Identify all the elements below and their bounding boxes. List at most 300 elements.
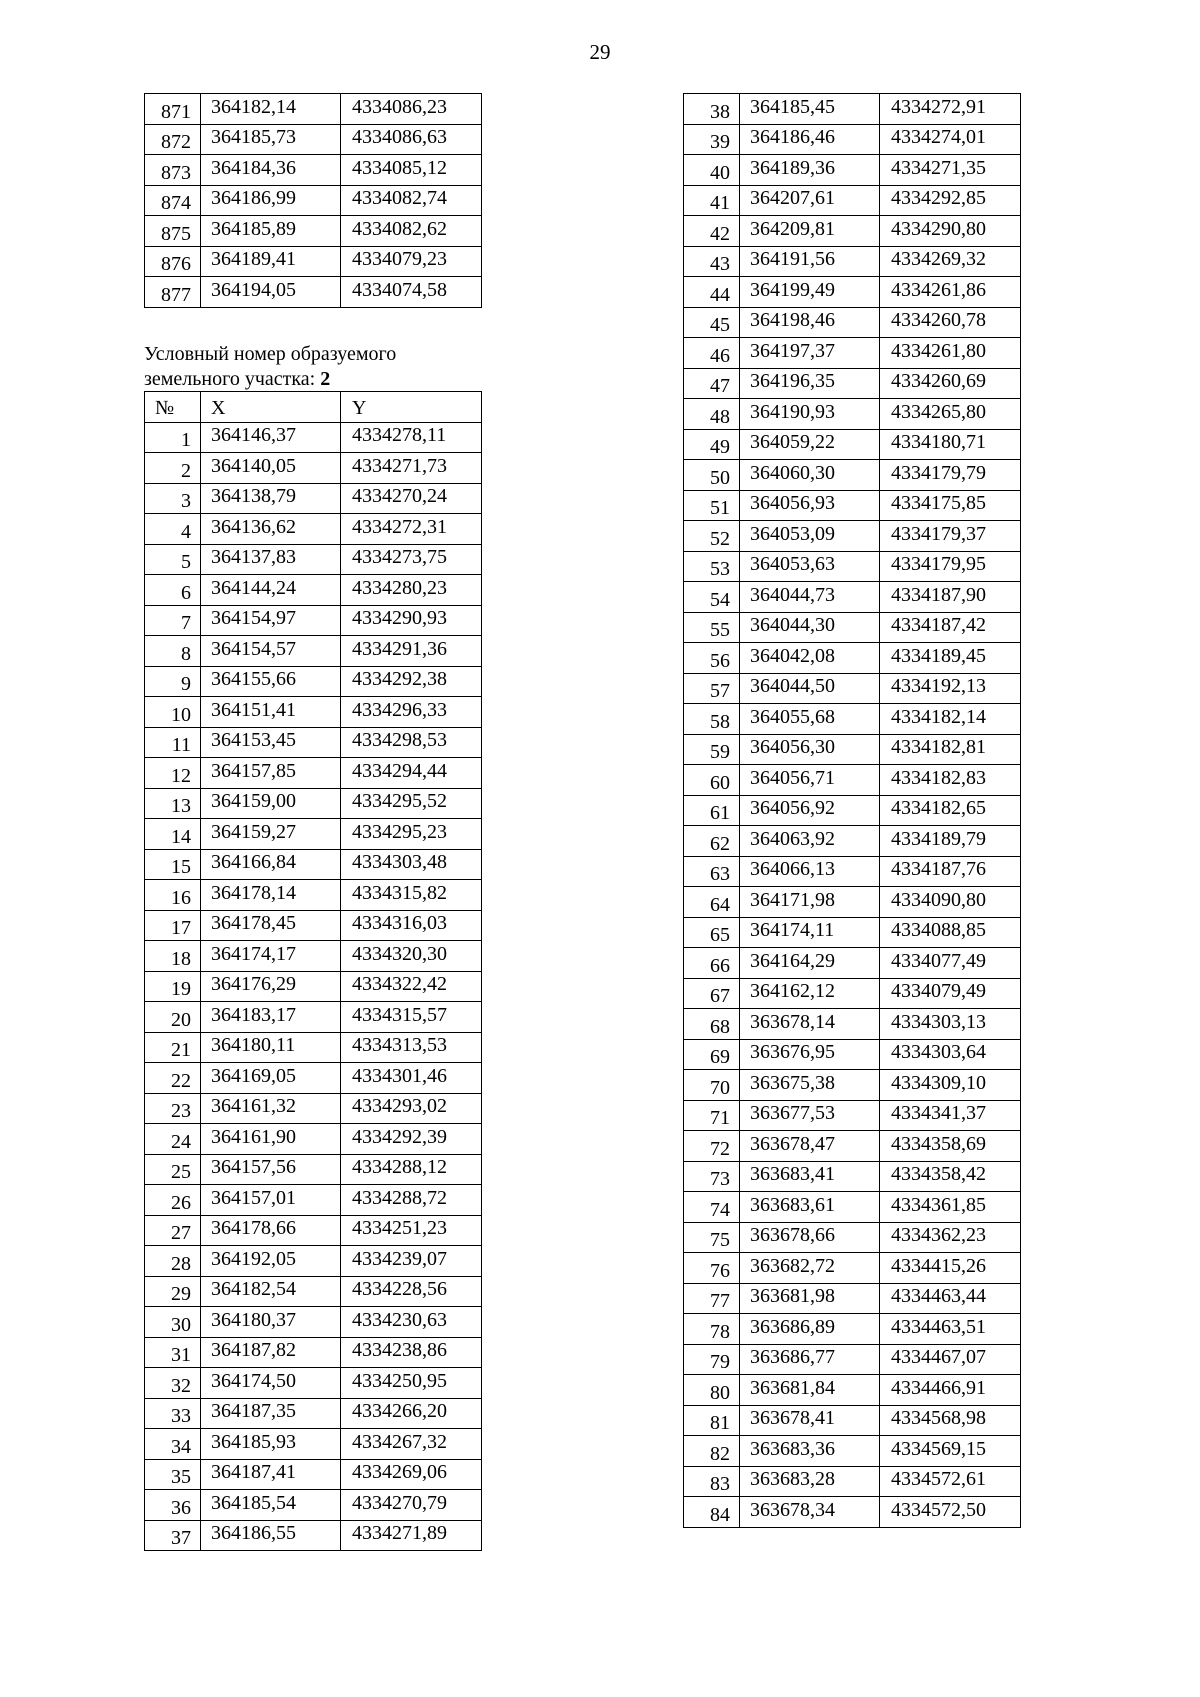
table-row xyxy=(145,788,482,819)
point-number: 32 xyxy=(145,1368,201,1399)
point-number: 68 xyxy=(684,1009,740,1040)
coord-x: 364178,66 xyxy=(201,1215,341,1246)
coord-x: 364053,63 xyxy=(740,551,880,582)
point-number: 8 xyxy=(145,636,201,667)
coord-x: 364157,56 xyxy=(201,1154,341,1185)
coord-y: 4334269,32 xyxy=(880,246,1021,277)
table-row xyxy=(684,734,1021,765)
table-row xyxy=(684,673,1021,704)
point-number: 58 xyxy=(684,704,740,735)
point-number: 64 xyxy=(684,887,740,918)
coord-x: 364187,82 xyxy=(201,1337,341,1368)
table-row xyxy=(145,1520,482,1551)
table-row xyxy=(684,1100,1021,1131)
point-number: 873 xyxy=(145,155,201,186)
table-row xyxy=(684,1253,1021,1284)
caption-line-1: Условный номер образуемого xyxy=(144,343,397,365)
coord-y: 4334309,10 xyxy=(880,1070,1021,1101)
point-number: 79 xyxy=(684,1344,740,1375)
coord-y: 4334250,95 xyxy=(341,1368,482,1399)
coord-x: 364169,05 xyxy=(201,1063,341,1094)
table-row xyxy=(145,1154,482,1185)
coord-y: 4334296,33 xyxy=(341,697,482,728)
coord-x: 363683,28 xyxy=(740,1466,880,1497)
table-row xyxy=(684,185,1021,216)
coord-y: 4334179,95 xyxy=(880,551,1021,582)
table-row xyxy=(684,948,1021,979)
coord-y: 4334085,12 xyxy=(341,155,482,186)
parcel-number: 2 xyxy=(320,368,331,390)
coord-y: 4334303,13 xyxy=(880,1009,1021,1040)
table-row xyxy=(684,429,1021,460)
coord-y: 4334077,49 xyxy=(880,948,1021,979)
table-row xyxy=(145,453,482,484)
coord-x: 364164,29 xyxy=(740,948,880,979)
coord-x: 363681,98 xyxy=(740,1283,880,1314)
coord-y: 4334239,07 xyxy=(341,1246,482,1277)
point-number: 74 xyxy=(684,1192,740,1223)
coord-x: 364185,54 xyxy=(201,1490,341,1521)
coord-y: 4334271,73 xyxy=(341,453,482,484)
coord-y: 4334341,37 xyxy=(880,1100,1021,1131)
coord-x: 364178,14 xyxy=(201,880,341,911)
coord-x: 363686,77 xyxy=(740,1344,880,1375)
coord-y: 4334270,79 xyxy=(341,1490,482,1521)
point-number: 37 xyxy=(145,1520,201,1551)
coord-y: 4334572,50 xyxy=(880,1497,1021,1528)
coord-y: 4334572,61 xyxy=(880,1466,1021,1497)
point-number: 19 xyxy=(145,971,201,1002)
table-row xyxy=(145,1063,482,1094)
coord-y: 4334180,71 xyxy=(880,429,1021,460)
table-row xyxy=(684,1375,1021,1406)
table-row xyxy=(684,1283,1021,1314)
table-row xyxy=(684,826,1021,857)
table-row xyxy=(145,1093,482,1124)
point-number: 35 xyxy=(145,1459,201,1490)
coord-x: 364178,45 xyxy=(201,910,341,941)
coord-x: 363678,66 xyxy=(740,1222,880,1253)
point-number: 42 xyxy=(684,216,740,247)
table-row xyxy=(684,521,1021,552)
coord-x: 364144,24 xyxy=(201,575,341,606)
coord-y: 4334082,62 xyxy=(341,216,482,247)
point-number: 29 xyxy=(145,1276,201,1307)
table-row xyxy=(145,216,482,247)
coord-x: 364056,30 xyxy=(740,734,880,765)
coord-x: 364207,61 xyxy=(740,185,880,216)
coord-x: 364185,93 xyxy=(201,1429,341,1460)
coord-x: 364162,12 xyxy=(740,978,880,1009)
point-number: 80 xyxy=(684,1375,740,1406)
point-number: 3 xyxy=(145,483,201,514)
coord-y: 4334189,45 xyxy=(880,643,1021,674)
table-row xyxy=(145,1337,482,1368)
table-row xyxy=(684,582,1021,613)
table-row xyxy=(684,216,1021,247)
coord-x: 364185,73 xyxy=(201,124,341,155)
coord-y: 4334182,65 xyxy=(880,795,1021,826)
coord-y: 4334273,75 xyxy=(341,544,482,575)
caption-line-2: земельного участка: xyxy=(144,368,321,390)
coord-y: 4334362,23 xyxy=(880,1222,1021,1253)
coord-y: 4334467,07 xyxy=(880,1344,1021,1375)
point-number: 13 xyxy=(145,788,201,819)
coord-x: 364187,35 xyxy=(201,1398,341,1429)
table-row xyxy=(684,1009,1021,1040)
point-number: 82 xyxy=(684,1436,740,1467)
table-row xyxy=(145,605,482,636)
point-number: 16 xyxy=(145,880,201,911)
coord-x: 364196,35 xyxy=(740,368,880,399)
point-number: 73 xyxy=(684,1161,740,1192)
coord-y: 4334313,53 xyxy=(341,1032,482,1063)
table-row xyxy=(684,795,1021,826)
point-number: 48 xyxy=(684,399,740,430)
table-row xyxy=(145,1185,482,1216)
point-number: 56 xyxy=(684,643,740,674)
parcel-caption xyxy=(144,342,484,392)
coord-y: 4334179,79 xyxy=(880,460,1021,491)
table-row xyxy=(684,155,1021,186)
coord-y: 4334267,32 xyxy=(341,1429,482,1460)
coord-y: 4334238,86 xyxy=(341,1337,482,1368)
coord-y: 4334269,06 xyxy=(341,1459,482,1490)
point-number: 33 xyxy=(145,1398,201,1429)
point-number: 50 xyxy=(684,460,740,491)
coord-y: 4334266,20 xyxy=(341,1398,482,1429)
table-row xyxy=(145,514,482,545)
table-row xyxy=(684,643,1021,674)
coord-y: 4334291,36 xyxy=(341,636,482,667)
coord-y: 4334298,53 xyxy=(341,727,482,758)
point-number: 60 xyxy=(684,765,740,796)
coord-x: 363683,41 xyxy=(740,1161,880,1192)
coord-y: 4334179,37 xyxy=(880,521,1021,552)
table-row xyxy=(145,910,482,941)
point-number: 15 xyxy=(145,849,201,880)
coord-y: 4334272,91 xyxy=(880,94,1021,125)
coord-x: 364171,98 xyxy=(740,887,880,918)
point-number: 9 xyxy=(145,666,201,697)
point-number: 65 xyxy=(684,917,740,948)
table-row xyxy=(145,1307,482,1338)
coord-x: 363678,41 xyxy=(740,1405,880,1436)
point-number: 83 xyxy=(684,1466,740,1497)
coord-x: 363683,36 xyxy=(740,1436,880,1467)
table-row xyxy=(684,765,1021,796)
coord-x: 363682,72 xyxy=(740,1253,880,1284)
table-row xyxy=(684,277,1021,308)
coord-y: 4334466,91 xyxy=(880,1375,1021,1406)
coordinates-table-continued xyxy=(144,93,482,308)
coord-y: 4334315,82 xyxy=(341,880,482,911)
coord-y: 4334295,52 xyxy=(341,788,482,819)
point-number: 70 xyxy=(684,1070,740,1101)
coord-x: 364190,93 xyxy=(740,399,880,430)
point-number: 84 xyxy=(684,1497,740,1528)
point-number: 25 xyxy=(145,1154,201,1185)
point-number: 51 xyxy=(684,490,740,521)
coord-x: 364157,01 xyxy=(201,1185,341,1216)
coord-y: 4334463,51 xyxy=(880,1314,1021,1345)
table-row xyxy=(145,758,482,789)
coord-y: 4334230,63 xyxy=(341,1307,482,1338)
table-row xyxy=(684,1222,1021,1253)
coord-x: 364189,36 xyxy=(740,155,880,186)
table-row xyxy=(684,1466,1021,1497)
coord-x: 364138,79 xyxy=(201,483,341,514)
coord-x: 364180,11 xyxy=(201,1032,341,1063)
point-number: 57 xyxy=(684,673,740,704)
table-row xyxy=(145,636,482,667)
coordinates-table-parcel-2-continued xyxy=(683,93,1021,1528)
coord-y: 4334320,30 xyxy=(341,941,482,972)
coord-y: 4334303,64 xyxy=(880,1039,1021,1070)
table-row xyxy=(145,697,482,728)
table-row xyxy=(684,246,1021,277)
coord-y: 4334189,79 xyxy=(880,826,1021,857)
table-row xyxy=(684,1314,1021,1345)
coord-x: 363676,95 xyxy=(740,1039,880,1070)
coord-y: 4334361,85 xyxy=(880,1192,1021,1223)
table-row xyxy=(684,94,1021,125)
coord-x: 363677,53 xyxy=(740,1100,880,1131)
coord-x: 364157,85 xyxy=(201,758,341,789)
point-number: 45 xyxy=(684,307,740,338)
coord-y: 4334316,03 xyxy=(341,910,482,941)
point-number: 81 xyxy=(684,1405,740,1436)
coord-y: 4334082,74 xyxy=(341,185,482,216)
point-number: 75 xyxy=(684,1222,740,1253)
coord-y: 4334463,44 xyxy=(880,1283,1021,1314)
point-number: 7 xyxy=(145,605,201,636)
coord-x: 364182,14 xyxy=(201,94,341,125)
coord-y: 4334288,12 xyxy=(341,1154,482,1185)
coord-x: 364194,05 xyxy=(201,277,341,308)
coord-x: 364180,37 xyxy=(201,1307,341,1338)
point-number: 872 xyxy=(145,124,201,155)
point-number: 876 xyxy=(145,246,201,277)
coord-x: 364066,13 xyxy=(740,856,880,887)
coord-y: 4334086,23 xyxy=(341,94,482,125)
coord-y: 4334272,31 xyxy=(341,514,482,545)
coord-y: 4334074,58 xyxy=(341,277,482,308)
coord-y: 4334290,80 xyxy=(880,216,1021,247)
coord-x: 364053,09 xyxy=(740,521,880,552)
coord-x: 364187,41 xyxy=(201,1459,341,1490)
point-number: 17 xyxy=(145,910,201,941)
point-number: 39 xyxy=(684,124,740,155)
table-row xyxy=(145,422,482,453)
table-row xyxy=(145,727,482,758)
coord-x: 364166,84 xyxy=(201,849,341,880)
table-row xyxy=(684,1192,1021,1223)
table-header-row xyxy=(145,392,482,423)
coord-x: 364159,00 xyxy=(201,788,341,819)
coord-x: 363678,47 xyxy=(740,1131,880,1162)
coord-x: 364056,92 xyxy=(740,795,880,826)
table-row xyxy=(684,856,1021,887)
coord-x: 364154,57 xyxy=(201,636,341,667)
table-row xyxy=(684,887,1021,918)
coord-y: 4334271,89 xyxy=(341,1520,482,1551)
coord-x: 364192,05 xyxy=(201,1246,341,1277)
table-row xyxy=(684,612,1021,643)
point-number: 61 xyxy=(684,795,740,826)
coord-y: 4334260,69 xyxy=(880,368,1021,399)
point-number: 52 xyxy=(684,521,740,552)
coord-x: 364185,89 xyxy=(201,216,341,247)
coord-y: 4334260,78 xyxy=(880,307,1021,338)
coord-x: 364042,08 xyxy=(740,643,880,674)
point-number: 871 xyxy=(145,94,201,125)
point-number: 24 xyxy=(145,1124,201,1155)
table-row xyxy=(145,277,482,308)
coord-x: 364151,41 xyxy=(201,697,341,728)
table-row xyxy=(684,338,1021,369)
coord-y: 4334261,86 xyxy=(880,277,1021,308)
point-number: 69 xyxy=(684,1039,740,1070)
table-row xyxy=(145,1215,482,1246)
point-number: 54 xyxy=(684,582,740,613)
coord-y: 4334358,69 xyxy=(880,1131,1021,1162)
point-number: 26 xyxy=(145,1185,201,1216)
coord-y: 4334271,35 xyxy=(880,155,1021,186)
point-number: 72 xyxy=(684,1131,740,1162)
point-number: 67 xyxy=(684,978,740,1009)
coord-y: 4334228,56 xyxy=(341,1276,482,1307)
table-row xyxy=(145,185,482,216)
coord-y: 4334569,15 xyxy=(880,1436,1021,1467)
table-row xyxy=(145,575,482,606)
point-number: 36 xyxy=(145,1490,201,1521)
coord-x: 364174,17 xyxy=(201,941,341,972)
coord-x: 364055,68 xyxy=(740,704,880,735)
point-number: 2 xyxy=(145,453,201,484)
table-row xyxy=(145,1032,482,1063)
coord-x: 364174,11 xyxy=(740,917,880,948)
coord-y: 4334182,81 xyxy=(880,734,1021,765)
coord-y: 4334182,14 xyxy=(880,704,1021,735)
coord-y: 4334288,72 xyxy=(341,1185,482,1216)
coord-x: 364154,97 xyxy=(201,605,341,636)
coord-x: 364161,32 xyxy=(201,1093,341,1124)
coord-y: 4334088,85 xyxy=(880,917,1021,948)
table-row xyxy=(684,1497,1021,1528)
table-row xyxy=(145,1002,482,1033)
table-row xyxy=(684,978,1021,1009)
coord-y: 4334303,48 xyxy=(341,849,482,880)
coord-x: 364174,50 xyxy=(201,1368,341,1399)
table-row xyxy=(145,971,482,1002)
coord-x: 364198,46 xyxy=(740,307,880,338)
point-number: 43 xyxy=(684,246,740,277)
coord-x: 364044,30 xyxy=(740,612,880,643)
coord-y: 4334315,57 xyxy=(341,1002,482,1033)
point-number: 874 xyxy=(145,185,201,216)
coord-x: 364197,37 xyxy=(740,338,880,369)
coord-x: 364186,46 xyxy=(740,124,880,155)
coord-y: 4334270,24 xyxy=(341,483,482,514)
point-number: 78 xyxy=(684,1314,740,1345)
point-number: 53 xyxy=(684,551,740,582)
table-row xyxy=(684,368,1021,399)
coord-y: 4334079,23 xyxy=(341,246,482,277)
coord-y: 4334301,46 xyxy=(341,1063,482,1094)
point-number: 38 xyxy=(684,94,740,125)
coord-y: 4334290,93 xyxy=(341,605,482,636)
coord-x: 364140,05 xyxy=(201,453,341,484)
table-row xyxy=(145,483,482,514)
table-row xyxy=(684,1039,1021,1070)
coord-y: 4334182,83 xyxy=(880,765,1021,796)
table-row xyxy=(684,1161,1021,1192)
point-number: 41 xyxy=(684,185,740,216)
point-number: 21 xyxy=(145,1032,201,1063)
point-number: 12 xyxy=(145,758,201,789)
page-number: 29 xyxy=(589,40,611,64)
point-number: 63 xyxy=(684,856,740,887)
point-number: 40 xyxy=(684,155,740,186)
table-row xyxy=(145,1124,482,1155)
point-number: 23 xyxy=(145,1093,201,1124)
table-row xyxy=(684,1344,1021,1375)
coord-x: 363678,34 xyxy=(740,1497,880,1528)
table-row xyxy=(684,490,1021,521)
coord-x: 364146,37 xyxy=(201,422,341,453)
coord-y: 4334090,80 xyxy=(880,887,1021,918)
table-row xyxy=(684,917,1021,948)
coord-y: 4334568,98 xyxy=(880,1405,1021,1436)
coord-x: 364176,29 xyxy=(201,971,341,1002)
coord-x: 364161,90 xyxy=(201,1124,341,1155)
point-number: 22 xyxy=(145,1063,201,1094)
coord-y: 4334295,23 xyxy=(341,819,482,850)
coord-y: 4334358,42 xyxy=(880,1161,1021,1192)
coord-y: 4334079,49 xyxy=(880,978,1021,1009)
table-row xyxy=(145,246,482,277)
table-row xyxy=(145,155,482,186)
table-row xyxy=(145,1398,482,1429)
point-number: 877 xyxy=(145,277,201,308)
coord-x: 363686,89 xyxy=(740,1314,880,1345)
point-number: 4 xyxy=(145,514,201,545)
coord-y: 4334292,85 xyxy=(880,185,1021,216)
point-number: 46 xyxy=(684,338,740,369)
point-number: 66 xyxy=(684,948,740,979)
coord-x: 363678,14 xyxy=(740,1009,880,1040)
coord-x: 364153,45 xyxy=(201,727,341,758)
coordinates-table-parcel-2 xyxy=(144,391,482,1551)
table-row xyxy=(684,1436,1021,1467)
coord-y: 4334278,11 xyxy=(341,422,482,453)
coord-x: 364137,83 xyxy=(201,544,341,575)
table-row xyxy=(684,551,1021,582)
table-row xyxy=(145,1429,482,1460)
point-number: 62 xyxy=(684,826,740,857)
table-row xyxy=(145,94,482,125)
coord-y: 4334415,26 xyxy=(880,1253,1021,1284)
point-number: 71 xyxy=(684,1100,740,1131)
point-number: 11 xyxy=(145,727,201,758)
coord-x: 363683,61 xyxy=(740,1192,880,1223)
coord-x: 364199,49 xyxy=(740,277,880,308)
coord-x: 364184,36 xyxy=(201,155,341,186)
header-x: X xyxy=(201,392,341,423)
coord-x: 364183,17 xyxy=(201,1002,341,1033)
coord-y: 4334293,02 xyxy=(341,1093,482,1124)
